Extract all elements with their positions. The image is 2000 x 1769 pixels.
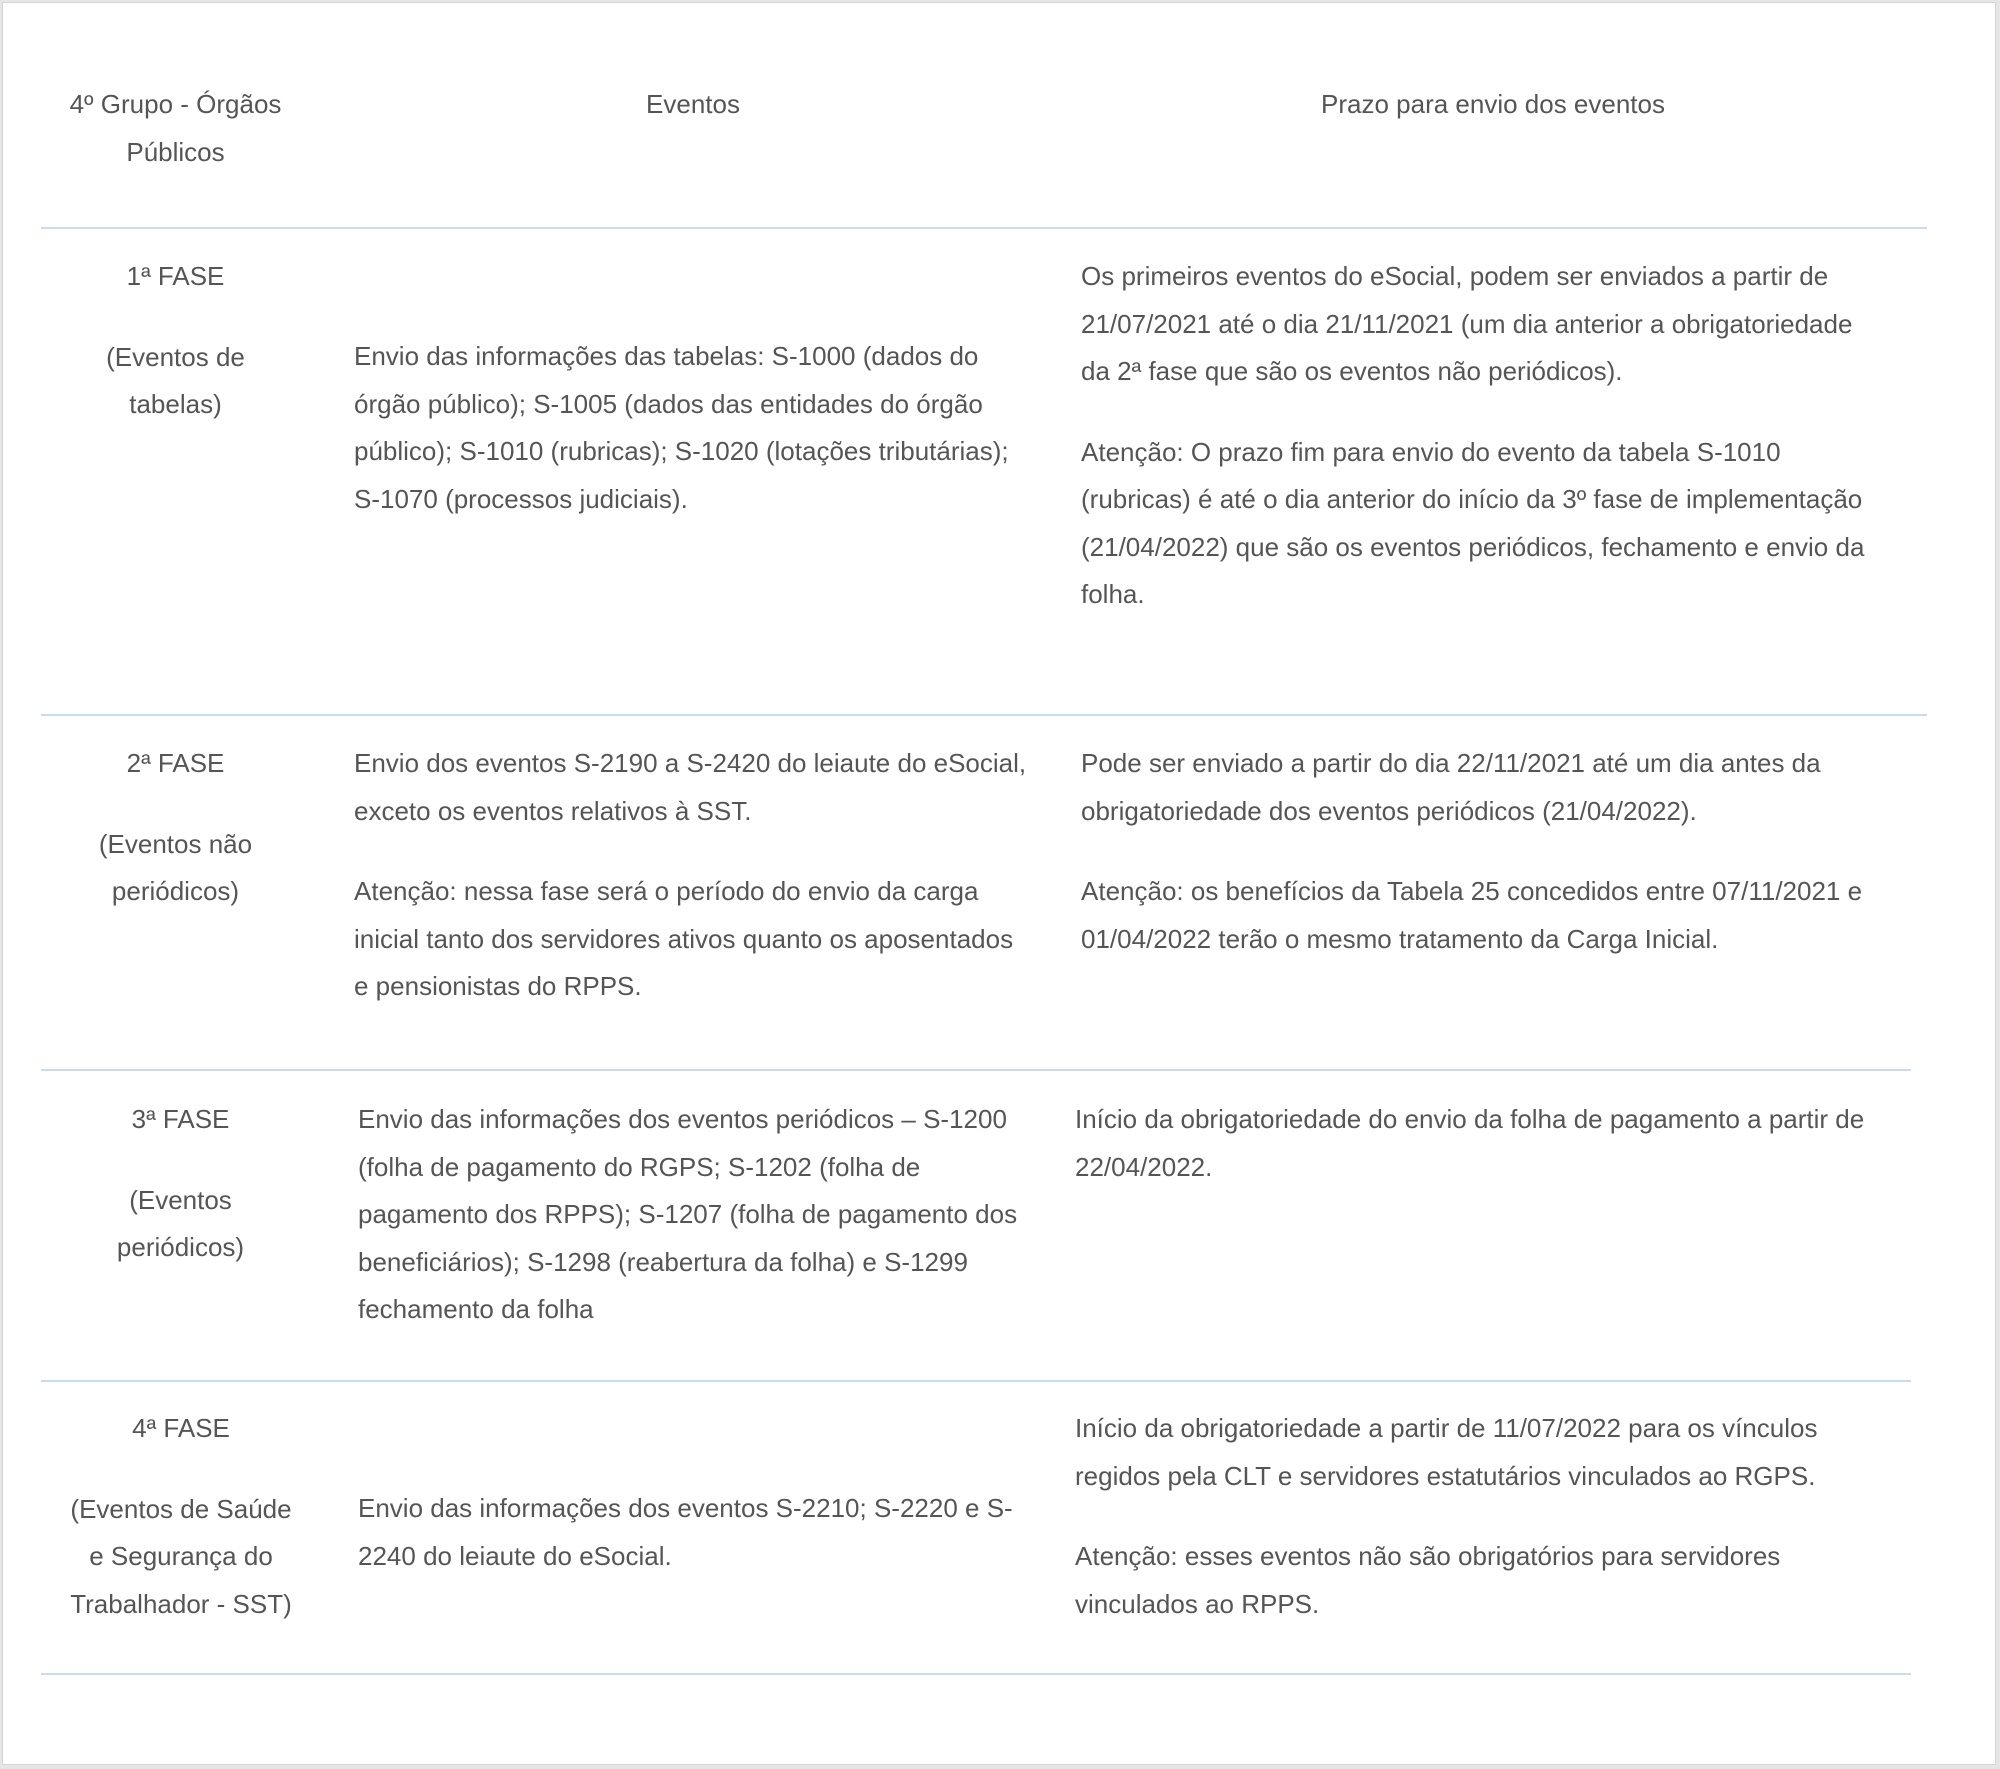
deadline-text: Início da obrigatoriedade a partir de 11/07/2022 para os vínculos regidos pela CLT e servidores estatutários vinculados ao RGPS.	[1075, 1413, 1818, 1491]
table-row-deadline	[1081, 253, 1881, 619]
deadline-text: Início da obrigatoriedade do envio da folha de pagamento a partir de 22/04/2022.	[1075, 1104, 1865, 1182]
deadline-note: Atenção: esses eventos não são obrigatórios para servidores vinculados ao RPPS.	[1075, 1541, 1781, 1619]
phase-description: (Eventos de Saúde e Segurança do Trabalhador - SST)	[70, 1493, 292, 1619]
table-row-events	[358, 1096, 1038, 1334]
deadline-text: Pode ser enviado a partir do dia 22/11/2021 até um dia antes da obrigatoriedade dos eventos periódicos (21/04/2022).	[1081, 748, 1821, 826]
events-text: Envio das informações das tabelas: S-1000 (dados do órgão público); S-1005 (dados das entidades do órgão público); S-1010 (rubricas); S-1020 (lotações tributárias); S-1070 (processos judiciais).	[354, 341, 1009, 514]
deadline-text: Os primeiros eventos do eSocial, podem ser enviados a partir de 21/07/2021 até o dia 21/11/2021 (um dia anterior a obrigatoriedade da 2ª fase que são os eventos não periódicos).	[1081, 261, 1853, 386]
header-deadline: Prazo para envio dos eventos	[1321, 89, 1665, 119]
table-row-phase	[93, 1096, 268, 1272]
deadline-note: Atenção: os benefícios da Tabela 25 concedidos entre 07/11/2021 e 01/04/2022 terão o mesmo tratamento da Carga Inicial.	[1081, 876, 1863, 954]
row-divider	[41, 1069, 1911, 1071]
events-text: Envio dos eventos S-2190 a S-2420 do leiaute do eSocial, exceto os eventos relativos à SST.	[354, 748, 1027, 826]
row-divider	[41, 1673, 1911, 1675]
header-events: Eventos	[646, 89, 740, 119]
deadline-note: Atenção: O prazo fim para envio do evento da tabela S-1010 (rubricas) é até o dia anterior do início da 3º fase de implementação (21/04/2022) que são os eventos periódicos, fechamento e envio da folha.	[1081, 436, 1865, 609]
phase-description: (Eventos periódicos)	[116, 1184, 245, 1262]
table-row-phase	[61, 1405, 301, 1628]
table-row-events	[354, 740, 1034, 1011]
table-row-phase	[88, 253, 263, 429]
row-divider	[41, 227, 1927, 229]
phase-name: 4ª FASE	[132, 1413, 230, 1443]
content-panel	[2, 2, 1996, 1765]
row-divider	[41, 1380, 1911, 1382]
row-divider	[41, 714, 1927, 716]
events-text: Envio das informações dos eventos periódicos – S-1200 (folha de pagamento do RGPS; S-1202 (folha de pagamento dos RPPS); S-1207 (folha de pagamento dos beneficiários); S-1298 (reabertura da folha) e S-1299 fechamento da folha	[358, 1104, 1018, 1324]
table-row-events	[358, 1485, 1038, 1580]
phase-name: 3ª FASE	[131, 1104, 230, 1134]
phase-description: (Eventos de tabelas)	[106, 341, 245, 419]
events-note: Atenção: nessa fase será o período do envio da carga inicial tanto dos servidores ativos quanto os aposentados e pensionistas do RPPS.	[354, 876, 1014, 1001]
phase-name: 1ª FASE	[126, 261, 225, 291]
table-row-deadline	[1075, 1096, 1895, 1191]
table-row-events	[354, 333, 1034, 523]
table-row-deadline	[1081, 740, 1901, 963]
table-row-phase	[88, 740, 263, 916]
table-row-deadline	[1075, 1405, 1895, 1628]
events-text: Envio das informações dos eventos S-2210; S-2220 e S-2240 do leiaute do eSocial.	[358, 1493, 1013, 1571]
phase-name: 2ª FASE	[126, 748, 225, 778]
header-group: 4º Grupo - Órgãos Públicos	[69, 89, 282, 167]
phase-description: (Eventos não periódicos)	[98, 828, 253, 906]
